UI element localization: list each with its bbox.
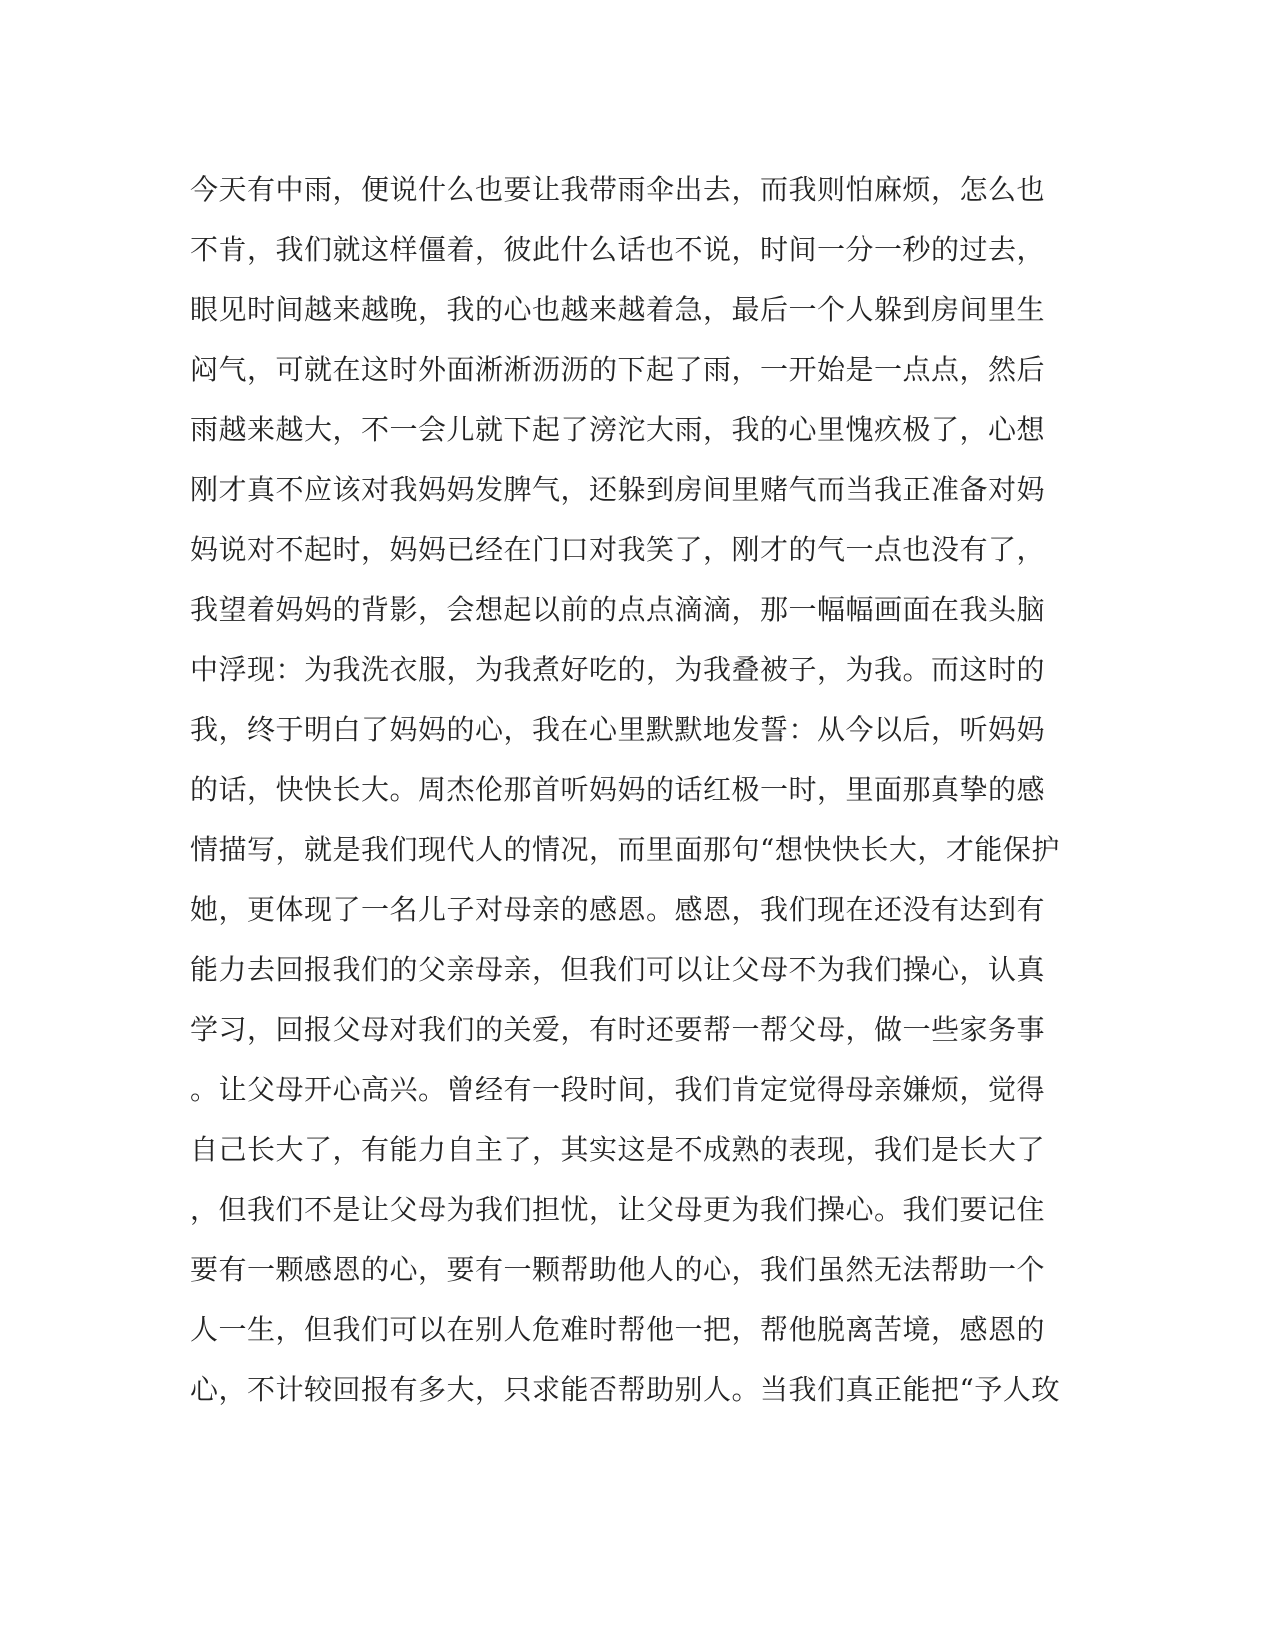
text-line: 。让父母开心高兴。曾经有一段时间，我们肯定觉得母亲嫌烦，觉得 bbox=[190, 1073, 1046, 1106]
text-line: 人一生，但我们可以在别人危难时帮他一把，帮他脱离苦境，感恩的 bbox=[190, 1313, 1046, 1346]
text-line: 中浮现：为我洗衣服，为我煮好吃的，为我叠被子，为我。而这时的 bbox=[190, 653, 1046, 686]
text-line: 不肯，我们就这样僵着，彼此什么话也不说，时间一分一秒的过去， bbox=[190, 233, 1046, 266]
text-line: 闷气，可就在这时外面淅淅沥沥的下起了雨，一开始是一点点，然后 bbox=[190, 353, 1046, 386]
text-line: 今天有中雨，便说什么也要让我带雨伞出去，而我则怕麻烦，怎么也 bbox=[190, 173, 1046, 206]
text-line: 学习，回报父母对我们的关爱，有时还要帮一帮父母，做一些家务事 bbox=[190, 1013, 1046, 1046]
text-line: 刚才真不应该对我妈妈发脾气，还躲到房间里赌气而当我正准备对妈 bbox=[190, 473, 1046, 506]
text-line: 的话，快快长大。周杰伦那首听妈妈的话红极一时，里面那真挚的感 bbox=[190, 773, 1046, 806]
text-line: 妈说对不起时，妈妈已经在门口对我笑了，刚才的气一点也没有了， bbox=[190, 533, 1046, 566]
text-line: 要有一颗感恩的心，要有一颗帮助他人的心，我们虽然无法帮助一个 bbox=[190, 1253, 1046, 1286]
text-line: 雨越来越大，不一会儿就下起了滂沱大雨，我的心里愧疚极了，心想 bbox=[190, 413, 1046, 446]
text-line: 我，终于明白了妈妈的心，我在心里默默地发誓：从今以后，听妈妈 bbox=[190, 713, 1046, 746]
text-line: 眼见时间越来越晚，我的心也越来越着急，最后一个人躲到房间里生 bbox=[190, 293, 1046, 326]
text-line: 我望着妈妈的背影，会想起以前的点点滴滴，那一幅幅画面在我头脑 bbox=[190, 593, 1046, 626]
text-line: 自己长大了，有能力自主了，其实这是不成熟的表现，我们是长大了 bbox=[190, 1133, 1046, 1166]
text-line: ，但我们不是让父母为我们担忧，让父母更为我们操心。我们要记住 bbox=[190, 1193, 1046, 1226]
text-line: 心，不计较回报有多大，只求能否帮助别人。当我们真正能把“予人玫 bbox=[190, 1373, 1060, 1406]
text-line: 她，更体现了一名儿子对母亲的感恩。感恩，我们现在还没有达到有 bbox=[190, 893, 1046, 926]
text-line: 情描写，就是我们现代人的情况，而里面那句“想快快长大，才能保护 bbox=[190, 833, 1060, 866]
text-line: 能力去回报我们的父亲母亲，但我们可以让父母不为我们操心，认真 bbox=[190, 953, 1046, 986]
body-text bbox=[190, 160, 1090, 1420]
